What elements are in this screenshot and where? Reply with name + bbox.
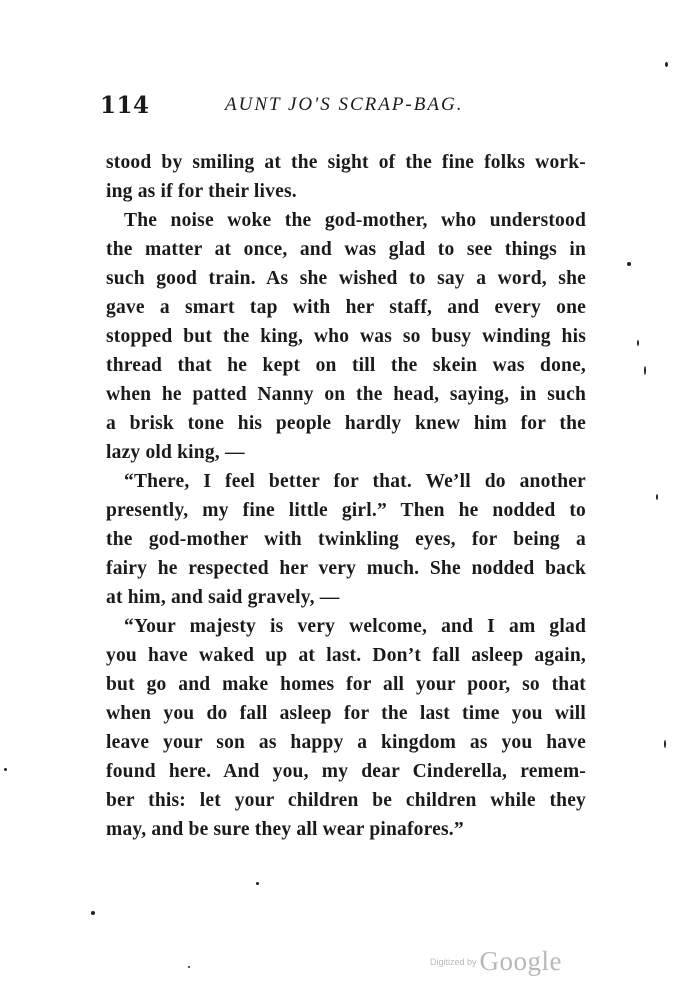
scan-speck [91, 911, 95, 915]
text-line: when you do fall asleep for the last time you will [106, 703, 586, 724]
scan-speck [188, 966, 190, 968]
text-line: The noise woke the god-mother, who understood [124, 210, 586, 231]
scan-speck [627, 262, 631, 266]
page-number: 114 [100, 92, 150, 119]
text-line: a brisk tone his people hardly knew him for the [106, 413, 586, 434]
text-line: may, and be sure they all wear pinafores.” [106, 819, 464, 840]
text-line: lazy old king, — [106, 442, 245, 463]
scan-speck [256, 882, 259, 885]
text-line: fairy he respected her very much. She nodded back [106, 558, 586, 579]
watermark-prefix: Digitized by [429, 956, 477, 967]
text-line: the matter at once, and was glad to see things in [106, 239, 586, 260]
scan-speck [656, 494, 658, 500]
text-line: but go and make homes for all your poor, so that [106, 674, 586, 695]
text-line: stood by smiling at the sight of the fine folks work- [106, 152, 586, 173]
google-logo: Google [479, 946, 562, 976]
text-line: gave a smart tap with her staff, and every one [106, 297, 586, 318]
text-line: stopped but the king, who was so busy winding his [106, 326, 586, 347]
digitized-watermark [430, 946, 562, 977]
scan-speck [664, 740, 666, 748]
text-line: “Your majesty is very welcome, and I am glad [124, 616, 586, 637]
scan-speck [637, 340, 639, 346]
text-line: thread that he kept on till the skein was done, [106, 355, 586, 376]
scan-speck [4, 768, 7, 771]
scan-speck [644, 366, 646, 375]
text-line: the god-mother with twinkling eyes, for being a [106, 529, 586, 550]
scan-speck [665, 62, 668, 67]
text-line: at him, and said gravely, — [106, 587, 340, 608]
page-header [100, 92, 590, 128]
running-title: AUNT JO'S SCRAP-BAG. [225, 94, 464, 115]
text-line: presently, my fine little girl.” Then he nodded to [106, 500, 586, 521]
text-line: ber this: let your children be children while they [106, 790, 586, 811]
text-line: when he patted Nanny on the head, saying, in such [106, 384, 586, 405]
text-line: you have waked up at last. Don’t fall asleep again, [106, 645, 586, 666]
text-line: found here. And you, my dear Cinderella, remem- [106, 761, 586, 782]
body-text [106, 148, 586, 844]
text-line: such good train. As she wished to say a word, she [106, 268, 586, 289]
text-line: “There, I feel better for that. We’ll do another [124, 471, 586, 492]
text-line: leave your son as happy a kingdom as you have [106, 732, 586, 753]
text-line: ing as if for their lives. [106, 181, 297, 202]
